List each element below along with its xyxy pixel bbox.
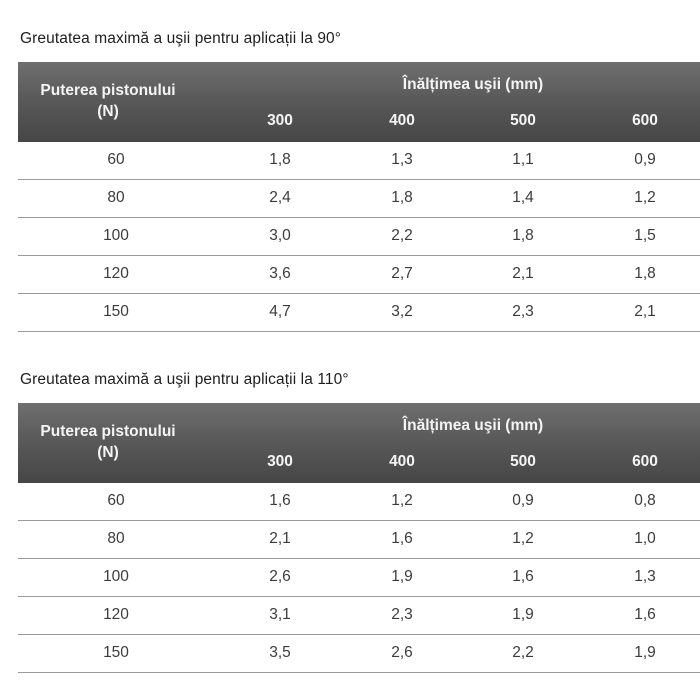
value-cell: 1,8 <box>634 265 656 282</box>
column-header-300: 300 <box>267 112 293 129</box>
piston-force-header-line2: (N) <box>97 444 119 461</box>
value-cell: 1,8 <box>391 189 413 206</box>
column-header-300: 300 <box>267 453 293 470</box>
value-cell: 2,4 <box>269 189 291 206</box>
weight-table-110 <box>18 403 700 673</box>
value-cell: 1,9 <box>512 606 534 623</box>
value-cell: 1,0 <box>634 530 656 547</box>
value-cell: 1,9 <box>634 644 656 661</box>
value-cell: 1,6 <box>512 568 534 585</box>
table-header <box>18 403 700 483</box>
value-cell: 2,1 <box>269 530 291 547</box>
value-cell: 0,9 <box>634 151 656 168</box>
value-cell: 1,6 <box>634 606 656 623</box>
table-row <box>18 256 700 294</box>
value-cell: 1,2 <box>391 492 413 509</box>
force-cell: 120 <box>103 606 129 623</box>
force-cell: 150 <box>103 644 129 661</box>
value-cell: 1,1 <box>512 151 534 168</box>
value-cell: 2,6 <box>391 644 413 661</box>
value-cell: 3,2 <box>391 303 413 320</box>
value-cell: 0,9 <box>512 492 534 509</box>
table-row <box>18 597 700 635</box>
value-cell: 2,2 <box>512 644 534 661</box>
value-cell: 1,9 <box>391 568 413 585</box>
force-cell: 150 <box>103 303 129 320</box>
door-height-header: Înălțimea uşii (mm) <box>402 76 544 93</box>
table-row <box>18 218 700 256</box>
force-cell: 60 <box>107 492 125 509</box>
table-row <box>18 142 700 180</box>
table-title-90: Greutatea maximă a uşii pentru aplicații la 90° <box>20 30 342 47</box>
piston-force-header <box>18 80 198 122</box>
value-cell: 3,0 <box>269 227 291 244</box>
value-cell: 2,2 <box>391 227 413 244</box>
value-cell: 3,6 <box>269 265 291 282</box>
force-cell: 120 <box>103 265 129 282</box>
value-cell: 3,1 <box>269 606 291 623</box>
value-cell: 1,6 <box>269 492 291 509</box>
value-cell: 2,3 <box>512 303 534 320</box>
table-row <box>18 559 700 597</box>
door-height-header: Înălțimea uşii (mm) <box>402 417 544 434</box>
value-cell: 1,8 <box>512 227 534 244</box>
value-cell: 1,3 <box>391 151 413 168</box>
table-title-110: Greutatea maximă a uşii pentru aplicații la 110° <box>20 371 349 388</box>
value-cell: 3,5 <box>269 644 291 661</box>
column-header-600: 600 <box>632 453 658 470</box>
table-row <box>18 521 700 559</box>
force-cell: 80 <box>107 530 125 547</box>
column-header-400: 400 <box>389 453 415 470</box>
value-cell: 1,8 <box>269 151 291 168</box>
piston-force-header-line1: Puterea pistonului <box>40 82 176 99</box>
force-cell: 100 <box>103 568 129 585</box>
value-cell: 2,3 <box>391 606 413 623</box>
force-cell: 100 <box>103 227 129 244</box>
value-cell: 1,3 <box>634 568 656 585</box>
value-cell: 1,5 <box>634 227 656 244</box>
column-header-500: 500 <box>510 112 536 129</box>
weight-table-90 <box>18 62 700 332</box>
value-cell: 1,6 <box>391 530 413 547</box>
force-cell: 60 <box>107 151 125 168</box>
column-header-500: 500 <box>510 453 536 470</box>
table-row <box>18 294 700 332</box>
piston-force-header <box>18 421 198 463</box>
table-row <box>18 635 700 673</box>
piston-force-header-line1: Puterea pistonului <box>40 423 176 440</box>
column-header-400: 400 <box>389 112 415 129</box>
value-cell: 2,1 <box>512 265 534 282</box>
value-cell: 2,1 <box>634 303 656 320</box>
table-header <box>18 62 700 142</box>
force-cell: 80 <box>107 189 125 206</box>
value-cell: 2,7 <box>391 265 413 282</box>
value-cell: 4,7 <box>269 303 291 320</box>
value-cell: 0,8 <box>634 492 656 509</box>
piston-force-header-line2: (N) <box>97 103 119 120</box>
column-header-600: 600 <box>632 112 658 129</box>
value-cell: 1,2 <box>634 189 656 206</box>
value-cell: 2,6 <box>269 568 291 585</box>
table-row <box>18 483 700 521</box>
value-cell: 1,2 <box>512 530 534 547</box>
value-cell: 1,4 <box>512 189 534 206</box>
table-row <box>18 180 700 218</box>
